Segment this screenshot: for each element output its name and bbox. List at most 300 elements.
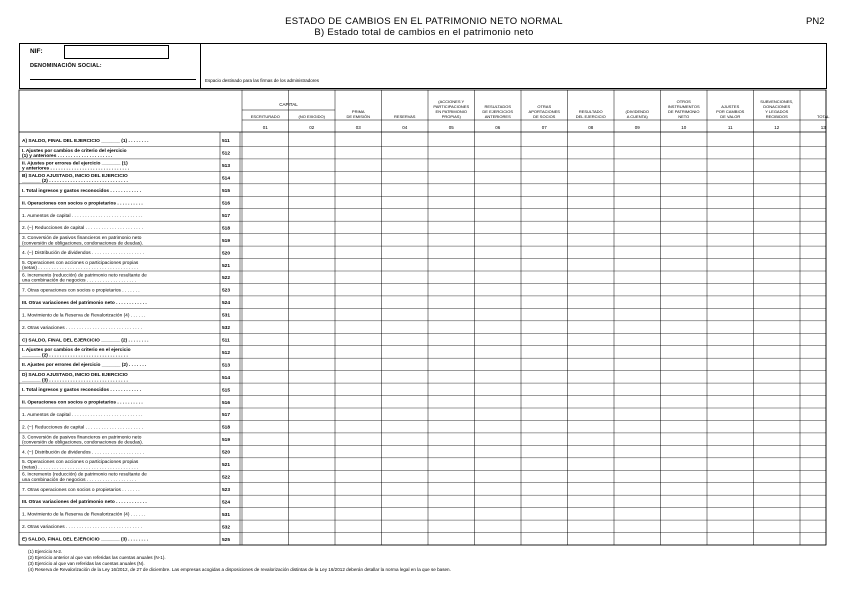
data-cell[interactable] bbox=[336, 533, 382, 544]
data-cell[interactable] bbox=[754, 234, 800, 245]
data-cell[interactable] bbox=[382, 471, 428, 482]
data-cell[interactable] bbox=[708, 508, 754, 519]
data-cell[interactable] bbox=[568, 284, 614, 295]
data-cell[interactable] bbox=[801, 184, 847, 195]
data-cell[interactable] bbox=[708, 172, 754, 183]
data-cell[interactable] bbox=[522, 321, 568, 332]
data-cell[interactable] bbox=[615, 184, 661, 195]
data-cell[interactable] bbox=[336, 296, 382, 307]
data-cell[interactable] bbox=[429, 496, 475, 507]
data-cell[interactable] bbox=[243, 259, 289, 270]
data-cell[interactable] bbox=[661, 433, 707, 444]
data-cell[interactable] bbox=[754, 247, 800, 258]
data-cell[interactable] bbox=[615, 359, 661, 370]
data-cell[interactable] bbox=[475, 458, 521, 469]
data-cell[interactable] bbox=[708, 272, 754, 283]
data-cell[interactable] bbox=[475, 321, 521, 332]
data-cell[interactable] bbox=[429, 508, 475, 519]
data-cell[interactable] bbox=[522, 409, 568, 420]
data-cell[interactable] bbox=[568, 409, 614, 420]
data-cell[interactable] bbox=[475, 296, 521, 307]
data-cell[interactable] bbox=[708, 159, 754, 170]
data-cell[interactable] bbox=[475, 384, 521, 395]
data-cell[interactable] bbox=[801, 458, 847, 469]
data-cell[interactable] bbox=[801, 421, 847, 432]
data-cell[interactable] bbox=[708, 433, 754, 444]
data-cell[interactable] bbox=[336, 371, 382, 382]
data-cell[interactable] bbox=[708, 409, 754, 420]
data-cell[interactable] bbox=[429, 384, 475, 395]
data-cell[interactable] bbox=[522, 309, 568, 320]
data-cell[interactable] bbox=[801, 135, 847, 146]
data-cell[interactable] bbox=[708, 296, 754, 307]
data-cell[interactable] bbox=[336, 135, 382, 146]
data-cell[interactable] bbox=[801, 346, 847, 357]
data-cell[interactable] bbox=[754, 159, 800, 170]
data-cell[interactable] bbox=[429, 209, 475, 220]
data-cell[interactable] bbox=[522, 159, 568, 170]
data-cell[interactable] bbox=[429, 458, 475, 469]
data-cell[interactable] bbox=[568, 247, 614, 258]
data-cell[interactable] bbox=[568, 446, 614, 457]
data-cell[interactable] bbox=[661, 496, 707, 507]
data-cell[interactable] bbox=[382, 172, 428, 183]
data-cell[interactable] bbox=[615, 284, 661, 295]
data-cell[interactable] bbox=[382, 209, 428, 220]
data-cell[interactable] bbox=[615, 533, 661, 544]
data-cell[interactable] bbox=[568, 384, 614, 395]
data-cell[interactable] bbox=[661, 346, 707, 357]
data-cell[interactable] bbox=[336, 346, 382, 357]
data-cell[interactable] bbox=[708, 496, 754, 507]
data-cell[interactable] bbox=[708, 359, 754, 370]
data-cell[interactable] bbox=[754, 458, 800, 469]
data-cell[interactable] bbox=[475, 309, 521, 320]
data-cell[interactable] bbox=[289, 309, 335, 320]
data-cell[interactable] bbox=[289, 135, 335, 146]
data-cell[interactable] bbox=[429, 446, 475, 457]
data-cell[interactable] bbox=[336, 197, 382, 208]
data-cell[interactable] bbox=[754, 209, 800, 220]
data-cell[interactable] bbox=[475, 508, 521, 519]
data-cell[interactable] bbox=[754, 309, 800, 320]
data-cell[interactable] bbox=[708, 533, 754, 544]
data-cell[interactable] bbox=[522, 433, 568, 444]
data-cell[interactable] bbox=[801, 384, 847, 395]
data-cell[interactable] bbox=[336, 409, 382, 420]
data-cell[interactable] bbox=[243, 384, 289, 395]
data-cell[interactable] bbox=[754, 533, 800, 544]
data-cell[interactable] bbox=[289, 284, 335, 295]
data-cell[interactable] bbox=[429, 247, 475, 258]
data-cell[interactable] bbox=[661, 359, 707, 370]
data-cell[interactable] bbox=[522, 135, 568, 146]
data-cell[interactable] bbox=[801, 222, 847, 233]
data-cell[interactable] bbox=[382, 409, 428, 420]
data-cell[interactable] bbox=[475, 184, 521, 195]
data-cell[interactable] bbox=[708, 147, 754, 158]
data-cell[interactable] bbox=[336, 259, 382, 270]
data-cell[interactable] bbox=[568, 272, 614, 283]
data-cell[interactable] bbox=[243, 334, 289, 345]
data-cell[interactable] bbox=[382, 384, 428, 395]
data-cell[interactable] bbox=[801, 533, 847, 544]
data-cell[interactable] bbox=[336, 421, 382, 432]
data-cell[interactable] bbox=[708, 446, 754, 457]
data-cell[interactable] bbox=[801, 371, 847, 382]
data-cell[interactable] bbox=[568, 533, 614, 544]
data-cell[interactable] bbox=[522, 197, 568, 208]
data-cell[interactable] bbox=[708, 396, 754, 407]
data-cell[interactable] bbox=[475, 197, 521, 208]
data-cell[interactable] bbox=[661, 197, 707, 208]
data-cell[interactable] bbox=[289, 159, 335, 170]
data-cell[interactable] bbox=[289, 521, 335, 532]
data-cell[interactable] bbox=[522, 446, 568, 457]
data-cell[interactable] bbox=[475, 346, 521, 357]
data-cell[interactable] bbox=[615, 321, 661, 332]
data-cell[interactable] bbox=[475, 446, 521, 457]
data-cell[interactable] bbox=[382, 159, 428, 170]
data-cell[interactable] bbox=[568, 396, 614, 407]
data-cell[interactable] bbox=[289, 247, 335, 258]
data-cell[interactable] bbox=[801, 259, 847, 270]
data-cell[interactable] bbox=[289, 508, 335, 519]
data-cell[interactable] bbox=[522, 296, 568, 307]
data-cell[interactable] bbox=[429, 222, 475, 233]
data-cell[interactable] bbox=[289, 533, 335, 544]
data-cell[interactable] bbox=[243, 446, 289, 457]
data-cell[interactable] bbox=[243, 197, 289, 208]
data-cell[interactable] bbox=[754, 521, 800, 532]
data-cell[interactable] bbox=[382, 521, 428, 532]
data-cell[interactable] bbox=[289, 197, 335, 208]
data-cell[interactable] bbox=[801, 321, 847, 332]
data-cell[interactable] bbox=[243, 396, 289, 407]
data-cell[interactable] bbox=[801, 359, 847, 370]
data-cell[interactable] bbox=[243, 296, 289, 307]
data-cell[interactable] bbox=[475, 533, 521, 544]
data-cell[interactable] bbox=[289, 421, 335, 432]
data-cell[interactable] bbox=[708, 521, 754, 532]
data-cell[interactable] bbox=[661, 321, 707, 332]
data-cell[interactable] bbox=[615, 135, 661, 146]
data-cell[interactable] bbox=[243, 159, 289, 170]
data-cell[interactable] bbox=[522, 209, 568, 220]
data-cell[interactable] bbox=[708, 371, 754, 382]
data-cell[interactable] bbox=[475, 409, 521, 420]
data-cell[interactable] bbox=[243, 458, 289, 469]
data-cell[interactable] bbox=[475, 172, 521, 183]
data-cell[interactable] bbox=[708, 309, 754, 320]
data-cell[interactable] bbox=[475, 259, 521, 270]
data-cell[interactable] bbox=[661, 371, 707, 382]
data-cell[interactable] bbox=[429, 284, 475, 295]
data-cell[interactable] bbox=[801, 309, 847, 320]
data-cell[interactable] bbox=[243, 309, 289, 320]
data-cell[interactable] bbox=[708, 184, 754, 195]
data-cell[interactable] bbox=[661, 159, 707, 170]
data-cell[interactable] bbox=[429, 346, 475, 357]
data-cell[interactable] bbox=[754, 471, 800, 482]
data-cell[interactable] bbox=[661, 222, 707, 233]
data-cell[interactable] bbox=[289, 234, 335, 245]
data-cell[interactable] bbox=[661, 396, 707, 407]
data-cell[interactable] bbox=[661, 471, 707, 482]
data-cell[interactable] bbox=[754, 359, 800, 370]
data-cell[interactable] bbox=[243, 533, 289, 544]
data-cell[interactable] bbox=[801, 471, 847, 482]
data-cell[interactable] bbox=[615, 346, 661, 357]
data-cell[interactable] bbox=[336, 209, 382, 220]
data-cell[interactable] bbox=[429, 309, 475, 320]
data-cell[interactable] bbox=[661, 135, 707, 146]
data-cell[interactable] bbox=[615, 172, 661, 183]
data-cell[interactable] bbox=[522, 222, 568, 233]
data-cell[interactable] bbox=[429, 172, 475, 183]
data-cell[interactable] bbox=[661, 483, 707, 494]
data-cell[interactable] bbox=[336, 458, 382, 469]
data-cell[interactable] bbox=[289, 409, 335, 420]
data-cell[interactable] bbox=[568, 471, 614, 482]
data-cell[interactable] bbox=[475, 334, 521, 345]
data-cell[interactable] bbox=[568, 296, 614, 307]
data-cell[interactable] bbox=[615, 222, 661, 233]
data-cell[interactable] bbox=[568, 421, 614, 432]
data-cell[interactable] bbox=[708, 135, 754, 146]
data-cell[interactable] bbox=[568, 147, 614, 158]
data-cell[interactable] bbox=[754, 384, 800, 395]
data-cell[interactable] bbox=[568, 496, 614, 507]
data-cell[interactable] bbox=[801, 409, 847, 420]
data-cell[interactable] bbox=[429, 433, 475, 444]
data-cell[interactable] bbox=[754, 135, 800, 146]
data-cell[interactable] bbox=[615, 209, 661, 220]
data-cell[interactable] bbox=[661, 234, 707, 245]
data-cell[interactable] bbox=[243, 409, 289, 420]
data-cell[interactable] bbox=[382, 359, 428, 370]
data-cell[interactable] bbox=[522, 184, 568, 195]
data-cell[interactable] bbox=[754, 172, 800, 183]
data-cell[interactable] bbox=[289, 359, 335, 370]
data-cell[interactable] bbox=[243, 483, 289, 494]
data-cell[interactable] bbox=[522, 234, 568, 245]
data-cell[interactable] bbox=[289, 209, 335, 220]
data-cell[interactable] bbox=[382, 496, 428, 507]
data-cell[interactable] bbox=[382, 284, 428, 295]
data-cell[interactable] bbox=[429, 396, 475, 407]
data-cell[interactable] bbox=[661, 421, 707, 432]
data-cell[interactable] bbox=[243, 284, 289, 295]
data-cell[interactable] bbox=[336, 147, 382, 158]
data-cell[interactable] bbox=[708, 197, 754, 208]
data-cell[interactable] bbox=[429, 371, 475, 382]
data-cell[interactable] bbox=[475, 234, 521, 245]
data-cell[interactable] bbox=[661, 508, 707, 519]
data-cell[interactable] bbox=[243, 209, 289, 220]
data-cell[interactable] bbox=[801, 334, 847, 345]
data-cell[interactable] bbox=[382, 234, 428, 245]
data-cell[interactable] bbox=[661, 172, 707, 183]
data-cell[interactable] bbox=[336, 508, 382, 519]
data-cell[interactable] bbox=[289, 396, 335, 407]
data-cell[interactable] bbox=[708, 284, 754, 295]
data-cell[interactable] bbox=[615, 384, 661, 395]
data-cell[interactable] bbox=[754, 421, 800, 432]
data-cell[interactable] bbox=[429, 321, 475, 332]
data-cell[interactable] bbox=[615, 272, 661, 283]
data-cell[interactable] bbox=[615, 433, 661, 444]
data-cell[interactable] bbox=[382, 346, 428, 357]
data-cell[interactable] bbox=[475, 272, 521, 283]
data-cell[interactable] bbox=[708, 247, 754, 258]
data-cell[interactable] bbox=[568, 346, 614, 357]
data-cell[interactable] bbox=[289, 334, 335, 345]
data-cell[interactable] bbox=[615, 508, 661, 519]
data-cell[interactable] bbox=[615, 309, 661, 320]
data-cell[interactable] bbox=[382, 458, 428, 469]
data-cell[interactable] bbox=[429, 483, 475, 494]
data-cell[interactable] bbox=[289, 184, 335, 195]
data-cell[interactable] bbox=[661, 446, 707, 457]
data-cell[interactable] bbox=[615, 396, 661, 407]
data-cell[interactable] bbox=[429, 259, 475, 270]
data-cell[interactable] bbox=[568, 234, 614, 245]
data-cell[interactable] bbox=[522, 483, 568, 494]
data-cell[interactable] bbox=[522, 284, 568, 295]
data-cell[interactable] bbox=[615, 521, 661, 532]
data-cell[interactable] bbox=[708, 209, 754, 220]
data-cell[interactable] bbox=[708, 259, 754, 270]
data-cell[interactable] bbox=[568, 508, 614, 519]
data-cell[interactable] bbox=[754, 508, 800, 519]
data-cell[interactable] bbox=[754, 184, 800, 195]
data-cell[interactable] bbox=[382, 309, 428, 320]
data-cell[interactable] bbox=[475, 247, 521, 258]
data-cell[interactable] bbox=[754, 483, 800, 494]
data-cell[interactable] bbox=[661, 247, 707, 258]
data-cell[interactable] bbox=[708, 471, 754, 482]
data-cell[interactable] bbox=[336, 359, 382, 370]
data-cell[interactable] bbox=[801, 209, 847, 220]
data-cell[interactable] bbox=[336, 384, 382, 395]
data-cell[interactable] bbox=[289, 458, 335, 469]
data-cell[interactable] bbox=[708, 458, 754, 469]
data-cell[interactable] bbox=[661, 521, 707, 532]
data-cell[interactable] bbox=[568, 321, 614, 332]
data-cell[interactable] bbox=[754, 396, 800, 407]
data-cell[interactable] bbox=[382, 184, 428, 195]
data-cell[interactable] bbox=[289, 371, 335, 382]
data-cell[interactable] bbox=[289, 259, 335, 270]
data-cell[interactable] bbox=[382, 483, 428, 494]
data-cell[interactable] bbox=[336, 172, 382, 183]
data-cell[interactable] bbox=[336, 521, 382, 532]
data-cell[interactable] bbox=[382, 321, 428, 332]
data-cell[interactable] bbox=[615, 334, 661, 345]
data-cell[interactable] bbox=[568, 433, 614, 444]
data-cell[interactable] bbox=[754, 321, 800, 332]
data-cell[interactable] bbox=[382, 334, 428, 345]
data-cell[interactable] bbox=[336, 433, 382, 444]
data-cell[interactable] bbox=[615, 259, 661, 270]
data-cell[interactable] bbox=[754, 346, 800, 357]
data-cell[interactable] bbox=[336, 334, 382, 345]
data-cell[interactable] bbox=[754, 147, 800, 158]
data-cell[interactable] bbox=[708, 334, 754, 345]
data-cell[interactable] bbox=[429, 521, 475, 532]
data-cell[interactable] bbox=[708, 384, 754, 395]
data-cell[interactable] bbox=[615, 296, 661, 307]
data-cell[interactable] bbox=[243, 272, 289, 283]
data-cell[interactable] bbox=[522, 147, 568, 158]
data-cell[interactable] bbox=[429, 421, 475, 432]
data-cell[interactable] bbox=[661, 409, 707, 420]
data-cell[interactable] bbox=[754, 496, 800, 507]
data-cell[interactable] bbox=[615, 247, 661, 258]
data-cell[interactable] bbox=[382, 433, 428, 444]
data-cell[interactable] bbox=[289, 296, 335, 307]
data-cell[interactable] bbox=[568, 259, 614, 270]
data-cell[interactable] bbox=[615, 496, 661, 507]
data-cell[interactable] bbox=[336, 446, 382, 457]
data-cell[interactable] bbox=[336, 159, 382, 170]
data-cell[interactable] bbox=[522, 458, 568, 469]
data-cell[interactable] bbox=[708, 421, 754, 432]
data-cell[interactable] bbox=[801, 483, 847, 494]
data-cell[interactable] bbox=[289, 384, 335, 395]
data-cell[interactable] bbox=[289, 147, 335, 158]
data-cell[interactable] bbox=[475, 483, 521, 494]
data-cell[interactable] bbox=[568, 359, 614, 370]
data-cell[interactable] bbox=[754, 272, 800, 283]
data-cell[interactable] bbox=[243, 135, 289, 146]
data-cell[interactable] bbox=[429, 359, 475, 370]
data-cell[interactable] bbox=[289, 496, 335, 507]
data-cell[interactable] bbox=[801, 272, 847, 283]
data-cell[interactable] bbox=[708, 321, 754, 332]
data-cell[interactable] bbox=[382, 371, 428, 382]
data-cell[interactable] bbox=[801, 172, 847, 183]
data-cell[interactable] bbox=[754, 433, 800, 444]
data-cell[interactable] bbox=[661, 259, 707, 270]
data-cell[interactable] bbox=[708, 222, 754, 233]
data-cell[interactable] bbox=[568, 209, 614, 220]
data-cell[interactable] bbox=[475, 159, 521, 170]
data-cell[interactable] bbox=[289, 346, 335, 357]
data-cell[interactable] bbox=[568, 458, 614, 469]
data-cell[interactable] bbox=[522, 272, 568, 283]
data-cell[interactable] bbox=[615, 421, 661, 432]
data-cell[interactable] bbox=[243, 222, 289, 233]
data-cell[interactable] bbox=[522, 172, 568, 183]
data-cell[interactable] bbox=[475, 135, 521, 146]
data-cell[interactable] bbox=[615, 409, 661, 420]
data-cell[interactable] bbox=[801, 521, 847, 532]
data-cell[interactable] bbox=[661, 284, 707, 295]
data-cell[interactable] bbox=[243, 147, 289, 158]
data-cell[interactable] bbox=[661, 272, 707, 283]
data-cell[interactable] bbox=[382, 135, 428, 146]
data-cell[interactable] bbox=[429, 234, 475, 245]
data-cell[interactable] bbox=[243, 471, 289, 482]
data-cell[interactable] bbox=[382, 296, 428, 307]
data-cell[interactable] bbox=[801, 284, 847, 295]
data-cell[interactable] bbox=[382, 272, 428, 283]
data-cell[interactable] bbox=[336, 496, 382, 507]
data-cell[interactable] bbox=[289, 446, 335, 457]
data-cell[interactable] bbox=[243, 496, 289, 507]
